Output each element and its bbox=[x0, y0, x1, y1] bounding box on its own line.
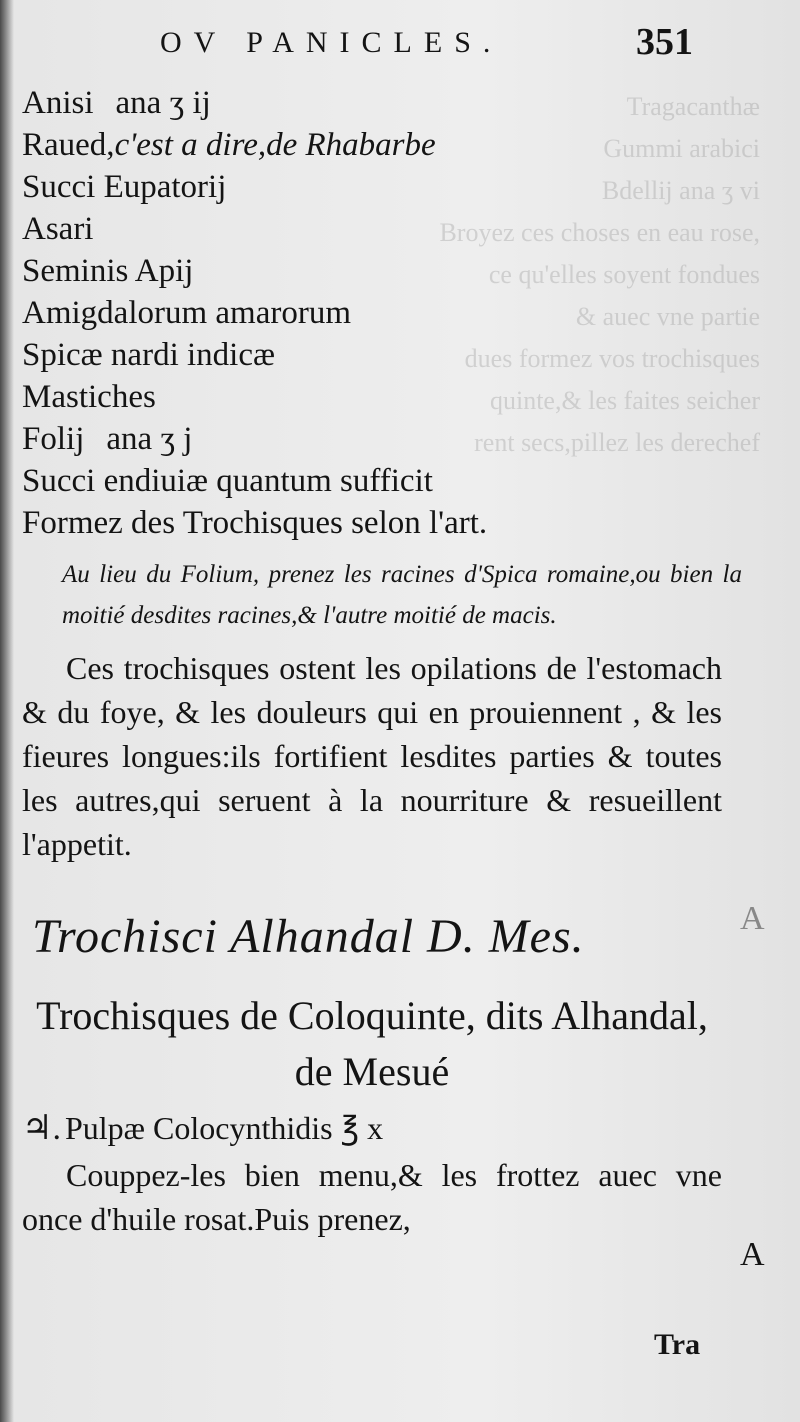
ingredient-list bbox=[22, 82, 742, 544]
ingredient-line: Mastiches bbox=[22, 379, 156, 415]
section-title: Trochisci Alhandal D. Mes. bbox=[32, 910, 585, 963]
page-number: 351 bbox=[636, 21, 693, 63]
ingredient-name: Anisi bbox=[22, 85, 94, 121]
margin-letter: A bbox=[740, 1236, 765, 1273]
bleed-through-text: Tragacanthæ Gummi arabici Bdellij ana ʒ vi Broyez ces choses en eau rose, ce qu'elles soyent fondues & auec vne partie dues formez vos trochisques quinte,& les faites seicher rent secs,pillez les derechef bbox=[439, 92, 760, 457]
ingredient-line bbox=[22, 124, 742, 166]
ingredient-line bbox=[22, 82, 742, 124]
ingredient-quantity: ana ʒ ij bbox=[115, 85, 211, 121]
section-subtitle: Trochisques de Coloquinte, dits Alhandal, de Mesué bbox=[36, 993, 708, 1094]
page-content bbox=[22, 82, 742, 1241]
margin-letter: A bbox=[740, 900, 765, 937]
ingredient-gloss: c'est a dire,de Rhabarbe bbox=[114, 127, 436, 163]
ingredient-line: Spicæ nardi indicæ bbox=[22, 337, 275, 373]
ingredient-line: Succi Eupatorij bbox=[22, 169, 227, 205]
recipe-ingredient: Pulpæ Colocynthidis ℥ x bbox=[64, 1110, 384, 1146]
page-header bbox=[0, 18, 800, 66]
jupiter-symbol-icon: ♃. bbox=[22, 1110, 61, 1147]
italic-note: Au lieu du Folium, prenez les racines d'Spica romaine,ou bien la moitié desdites racines,& l'autre moitié de macis. bbox=[62, 561, 742, 629]
ingredient-line: Formez des Trochisques selon l'art. bbox=[22, 505, 488, 541]
ingredient-line: Asari bbox=[22, 211, 94, 247]
ingredient-quantity: ana ʒ j bbox=[106, 421, 193, 457]
ingredient-name: Raued, bbox=[22, 127, 115, 163]
ingredient-name: Folij bbox=[22, 421, 85, 457]
ingredient-line: Succi endiuiæ quantum sufficit bbox=[22, 463, 433, 499]
closing-paragraph: Couppez-les bien menu,& les frottez auec vne once d'huile rosat.Puis prenez, bbox=[22, 1157, 722, 1237]
running-title: OV PANICLES. bbox=[160, 26, 503, 59]
recipe-line bbox=[22, 1106, 742, 1151]
ingredient-line bbox=[22, 418, 742, 460]
ingredient-line: Seminis Apij bbox=[22, 253, 194, 289]
ingredient-line: Amigdalorum amarorum bbox=[22, 295, 352, 331]
body-paragraph: Ces trochisques ostent les opilations de l'estomach & du foye, & les douleurs qui en prouiennent , & les fieures longues:ils fortifient lesdites parties & toutes les autres,qui seruent à la nourriture & resueillent l'appetit. bbox=[22, 650, 722, 862]
catchword: Tra bbox=[654, 1328, 701, 1361]
